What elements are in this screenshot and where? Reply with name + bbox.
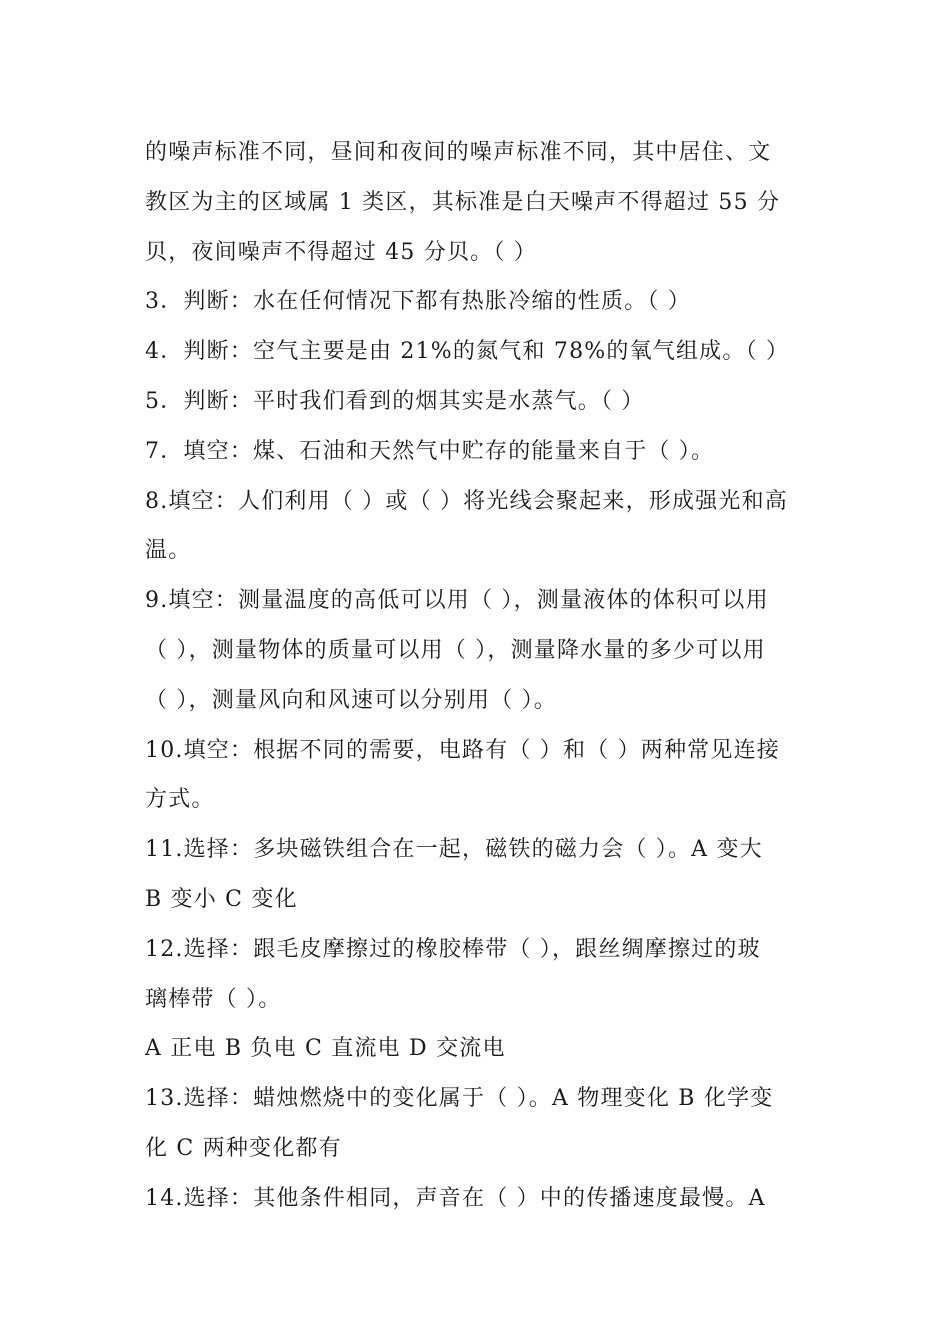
question-7: 7．填空：煤、石油和天然气中贮存的能量来自于（ ）。: [145, 438, 715, 464]
text-line: 贝，夜间噪声不得超过 45 分贝。（ ）: [145, 239, 537, 265]
text-line: （ ），测量风向和风速可以分别用（ ）。: [145, 687, 557, 713]
text-line: 化 C 两种变化都有: [145, 1135, 342, 1161]
question-11: 11.选择：多块磁铁组合在一起，磁铁的磁力会（ ）。A 变大: [145, 837, 763, 863]
question-3: 3．判断：水在任何情况下都有热胀冷缩的性质。（ ）: [145, 289, 691, 315]
text-line: 方式。: [145, 787, 215, 813]
text-line: B 变小 C 变化: [145, 886, 298, 912]
question-10: 10.填空：根据不同的需要，电路有（ ）和（ ）两种常见连接: [145, 737, 780, 763]
text-line: （ ），测量物体的质量可以用（ ），测量降水量的多少可以用: [145, 637, 766, 663]
question-12: 12.选择：跟毛皮摩擦过的橡胶棒带（ ），跟丝绸摩擦过的玻: [145, 936, 761, 962]
text-line: 温。: [145, 538, 192, 564]
answer-options: A 正电 B 负电 C 直流电 D 交流电: [145, 1036, 506, 1062]
question-13: 13.选择：蜡烛燃烧中的变化属于（ ）。A 物理变化 B 化学变: [145, 1086, 774, 1112]
text-line: 教区为主的区域属 1 类区，其标准是白天噪声不得超过 55 分: [145, 189, 781, 215]
question-14: 14.选择：其他条件相同，声音在（ ）中的传播速度最慢。A: [145, 1185, 766, 1211]
question-4: 4．判断：空气主要是由 21%的氮气和 78%的氧气组成。（ ）: [145, 339, 790, 365]
text-line: 的噪声标准不同，昼间和夜间的噪声标准不同，其中居住、文: [145, 140, 772, 165]
question-8: 8.填空：人们利用（ ）或（ ）将光线会聚起来，形成强光和高: [145, 488, 788, 514]
document-body: [145, 128, 810, 1224]
question-9: 9.填空：测量温度的高低可以用（ ），测量液体的体积可以用: [145, 588, 769, 614]
text-line: 璃棒带（ ）。: [145, 986, 282, 1012]
question-5: 5．判断：平时我们看到的烟其实是水蒸气。（ ）: [145, 388, 645, 414]
